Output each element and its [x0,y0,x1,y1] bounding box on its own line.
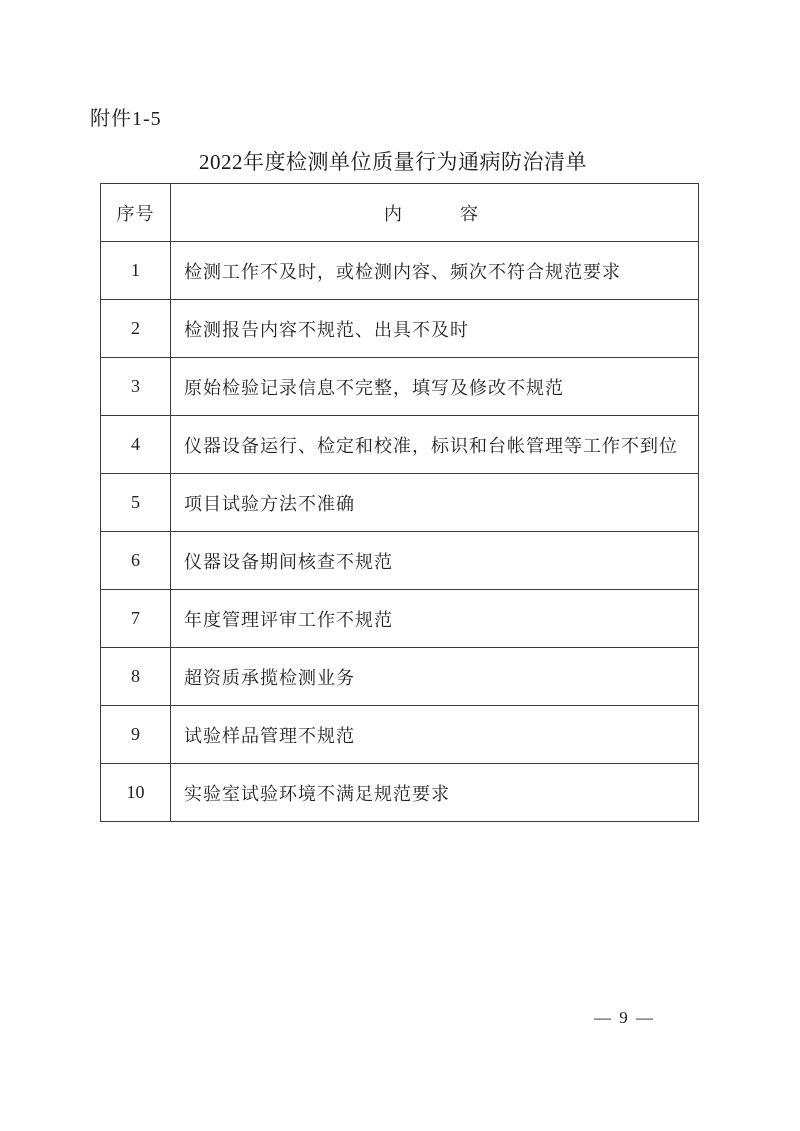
row-content-cell: 超资质承揽检测业务 [171,648,699,706]
row-index-cell: 6 [101,532,171,590]
row-content-cell: 原始检验记录信息不完整，填写及修改不规范 [171,358,699,416]
row-index-cell: 1 [101,242,171,300]
table-row [101,474,699,532]
row-content-cell: 仪器设备运行、检定和校准，标识和台帐管理等工作不到位 [171,416,699,474]
row-index-cell: 5 [101,474,171,532]
table-row [101,300,699,358]
table-row [101,706,699,764]
header-cell-content: 内 容 [171,184,699,242]
row-content-cell: 试验样品管理不规范 [171,706,699,764]
row-index-cell: 2 [101,300,171,358]
row-content-cell: 年度管理评审工作不规范 [171,590,699,648]
row-index-cell: 4 [101,416,171,474]
page-number: — 9 — [594,1008,655,1027]
table-header-row [101,184,699,242]
row-content-cell: 项目试验方法不准确 [171,474,699,532]
table-row [101,764,699,822]
header-cell-index: 序号 [101,184,171,242]
row-index-cell: 9 [101,706,171,764]
table-row [101,532,699,590]
document-title: 2022年度检测单位质量行为通病防治清单 [199,150,587,174]
attachment-label: 附件1-5 [90,108,162,130]
row-content-cell: 实验室试验环境不满足规范要求 [171,764,699,822]
defect-list-table [100,183,699,822]
table-row [101,648,699,706]
table-row [101,590,699,648]
row-index-cell: 10 [101,764,171,822]
table-row [101,416,699,474]
row-index-cell: 7 [101,590,171,648]
row-content-cell: 检测报告内容不规范、出具不及时 [171,300,699,358]
row-index-cell: 3 [101,358,171,416]
row-content-cell: 仪器设备期间核查不规范 [171,532,699,590]
row-index-cell: 8 [101,648,171,706]
table-row [101,358,699,416]
table-row [101,242,699,300]
row-content-cell: 检测工作不及时，或检测内容、频次不符合规范要求 [171,242,699,300]
